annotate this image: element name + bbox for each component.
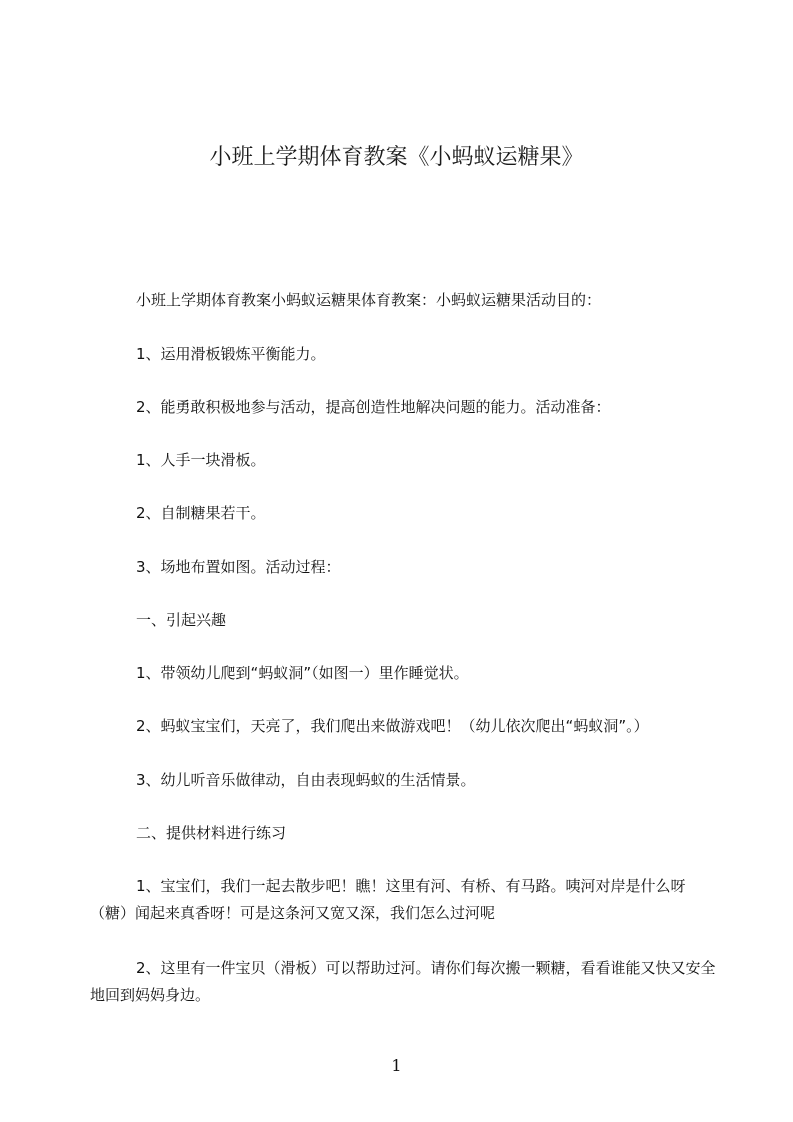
paragraph: 2、自制糖果若干。 xyxy=(136,504,266,522)
paragraph: 2、这里有一件宝贝（滑板）可以帮助过河。请你们每次搬一颗糖，看看谁能又快又安全地回到妈妈身边。 xyxy=(90,959,716,1004)
paragraph: 1、运用滑板锻炼平衡能力。 xyxy=(136,345,326,363)
paragraph: 2、能勇敢积极地参与活动，提高创造性地解决问题的能力。活动准备： xyxy=(136,398,611,416)
document-title: 小班上学期体育教案《小蚂蚁运糖果》 xyxy=(209,145,584,170)
paragraph: 1、人手一块滑板。 xyxy=(136,451,266,469)
page-number: 1 xyxy=(391,1056,402,1075)
paragraph: 3、幼儿听音乐做律动，自由表现蚂蚁的生活情景。 xyxy=(136,771,476,789)
paragraph: 3、场地布置如图。活动过程： xyxy=(136,558,341,576)
paragraph: 小班上学期体育教案小蚂蚁运糖果体育教案：小蚂蚁运糖果活动目的： xyxy=(136,291,602,309)
paragraph: 2、蚂蚁宝宝们，天亮了，我们爬出来做游戏吧！（幼儿依次爬出“蚂蚁洞”。） xyxy=(136,717,649,735)
paragraph: 1、带领幼儿爬到“蚂蚁洞”（如图一）里作睡觉状。 xyxy=(136,664,469,682)
paragraph: 1、宝宝们，我们一起去散步吧！瞧！这里有河、有桥、有马路。咦河对岸是什么呀（糖）闻起来真香呀！可是这条河又宽又深，我们怎么过河呢 xyxy=(90,877,686,922)
section-heading: 一、引起兴趣 xyxy=(136,611,227,629)
section-heading: 二、提供材料进行练习 xyxy=(136,824,287,842)
